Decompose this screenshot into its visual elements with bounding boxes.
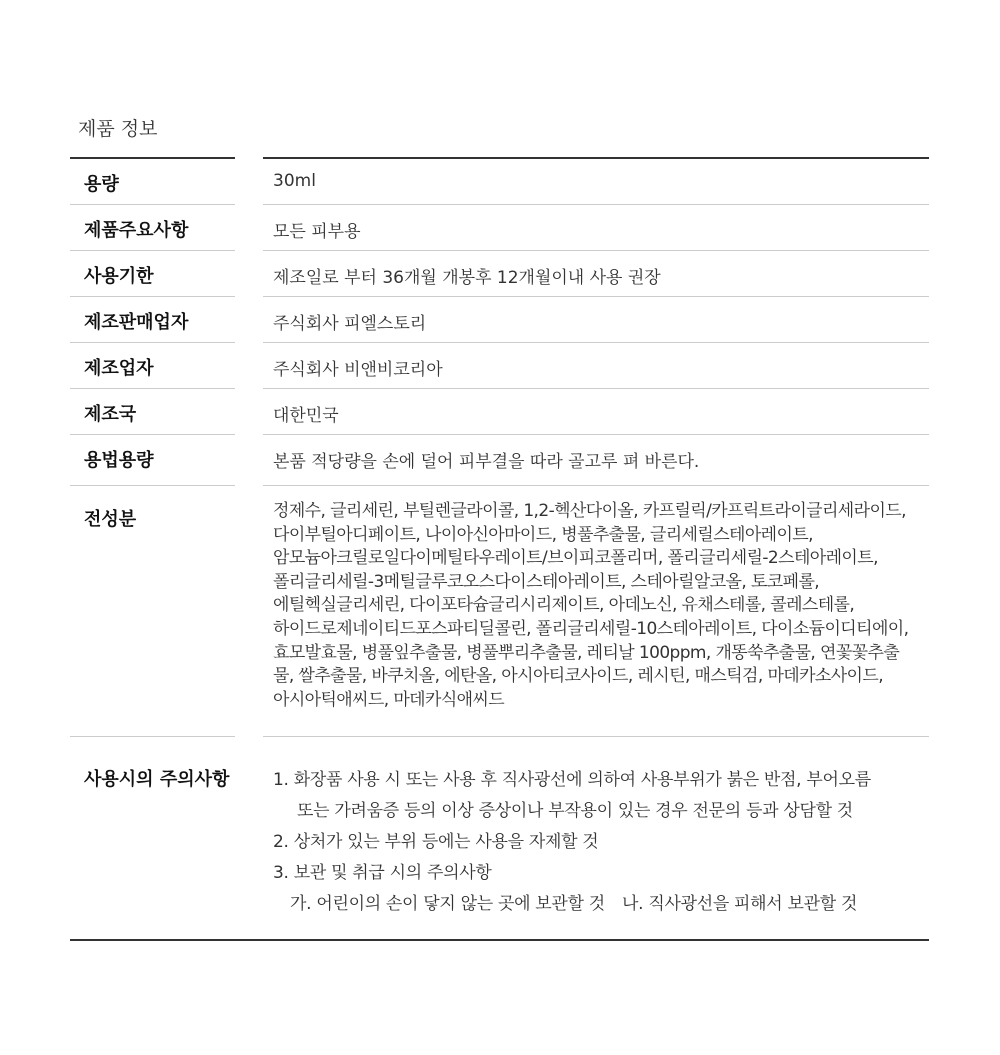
row-value: 주식회사 피엘스토리 (273, 314, 427, 334)
table-row (0, 435, 1000, 485)
ingredients-line: 에틸헥실글리세린, 다이포타슘글리시리제이트, 아데노신, 유채스테롤, 콜레스테롤, (273, 595, 855, 616)
row-label: 제조업자 (84, 358, 154, 379)
section-title: 제품 정보 (78, 118, 158, 140)
ingredients-list (273, 500, 933, 712)
row-divider (263, 736, 929, 737)
table-bottom-rule (70, 939, 929, 941)
row-value: 모든 피부용 (273, 222, 361, 242)
row-label: 용량 (84, 174, 119, 195)
caution-item-1-cont: 또는 가려움증 등의 이상 증상이나 부작용이 있는 경우 전문의 등과 상담할 것 (297, 801, 853, 821)
row-label: 용법용량 (84, 450, 154, 471)
row-value: 본품 적당량을 손에 덜어 피부결을 따라 골고루 펴 바른다. (273, 452, 700, 472)
ingredients-line: 하이드로제네이티드포스파티딜콜린, 폴리글리세릴-10스테아레이트, 다이소듐이디티에이, (273, 618, 909, 639)
ingredients-line: 정제수, 글리세린, 부틸렌글라이콜, 1,2-헥산다이올, 카프릴릭/카프릭트라이글리세라이드, (273, 501, 906, 521)
caution-item-3b: 나. 직사광선을 피해서 보관할 것 (622, 894, 858, 914)
ingredients-line: 폴리글리세릴-3메틸글루코오스다이스테아레이트, 스테아릴알코올, 토코페롤, (273, 571, 820, 592)
caution-item-1: 1. 화장품 사용 시 또는 사용 후 직사광선에 의하여 사용부위가 붉은 반점, 부어오름 (273, 770, 871, 790)
row-divider (70, 736, 235, 737)
table-row (0, 159, 1000, 204)
cautions-label: 사용시의 주의사항 (84, 769, 230, 790)
ingredients-line: 다이부틸아디페이트, 나이아신아마이드, 병풀추출물, 글리세릴스테아레이트, (273, 524, 813, 545)
table-row (0, 297, 1000, 342)
row-label: 제품주요사항 (84, 220, 189, 241)
caution-item-3a: 가. 어린이의 손이 닿지 않는 곳에 보관할 것 (290, 894, 605, 914)
row-label: 제조국 (84, 404, 137, 425)
row-value: 주식회사 비앤비코리아 (273, 360, 443, 380)
table-row (0, 343, 1000, 388)
row-label: 사용기한 (84, 266, 154, 287)
row-divider (70, 485, 235, 486)
table-row (0, 251, 1000, 296)
row-value: 30ml (273, 171, 316, 191)
ingredients-line: 효모발효물, 병풀잎추출물, 병풀뿌리추출물, 레티날 100ppm, 개똥쑥추출물, 연꽃꽃추출 (273, 642, 900, 663)
row-value: 대한민국 (273, 406, 339, 426)
ingredients-line: 물, 쌀추출물, 바쿠치올, 에탄올, 아시아티코사이드, 레시틴, 매스틱검, 마데카소사이드, (273, 666, 884, 687)
table-row (0, 389, 1000, 434)
ingredients-label: 전성분 (84, 509, 137, 530)
table-row (0, 205, 1000, 250)
row-value: 제조일로 부터 36개월 개봉후 12개월이내 사용 권장 (273, 268, 661, 288)
row-divider (263, 485, 929, 486)
caution-item-2: 2. 상처가 있는 부위 등에는 사용을 자제할 것 (273, 832, 599, 852)
caution-item-3: 3. 보관 및 취급 시의 주의사항 (273, 863, 492, 883)
row-label: 제조판매업자 (84, 312, 189, 333)
ingredients-line: 암모늄아크릴로일다이메틸타우레이트/브이피코폴리머, 폴리글리세릴-2스테아레이트, (273, 548, 878, 569)
ingredients-line: 아시아틱애씨드, 마데카식애씨드 (273, 689, 505, 710)
